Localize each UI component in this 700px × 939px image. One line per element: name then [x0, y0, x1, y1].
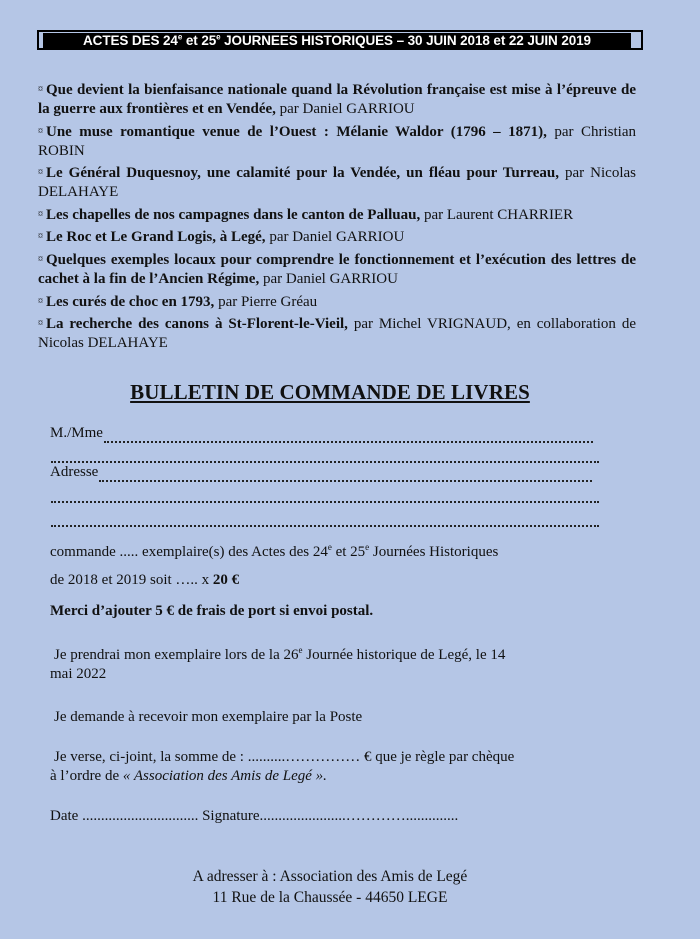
name-line-2[interactable]	[50, 444, 602, 463]
order-text: de 2018 et 2019 soit ….. x	[50, 572, 213, 588]
bullet-icon: ¤	[38, 231, 43, 243]
order-text: Journées Historiques	[369, 544, 499, 560]
article-title: Le Roc et Le Grand Logis, à Legé,	[46, 229, 266, 246]
order-price: 20 €	[212, 572, 240, 588]
article-title: Le Général Duquesnoy, une calamité pour la Vendée, un fléau pour Turreau,	[46, 165, 560, 182]
article-item	[38, 292, 636, 312]
article-author: par Michel VRIGNAUD, en collaboration de Nicolas DELAHAYE	[38, 316, 636, 352]
header-title-part: ACTES DES 24	[83, 33, 178, 48]
bullet-icon: ¤	[38, 167, 43, 179]
article-author: par Nicolas DELAHAYE	[38, 165, 636, 201]
article-title: Quelques exemples locaux pour comprendre le fonctionnement et l’exécution des lettres de cachet à la fin de l’Ancien Régime,	[38, 251, 636, 287]
dotted-line	[51, 447, 599, 463]
option-post[interactable]	[50, 707, 610, 727]
article-item	[38, 227, 636, 247]
article-title: Que devient la bienfaisance nationale quand la Révolution française est mise à l’épreuve de la guerre aux frontières et en Vendée,	[38, 82, 636, 117]
option-text: à l’ordre de	[50, 768, 123, 784]
address-label: Adresse	[50, 464, 99, 480]
option-text: Je demande à recevoir mon exemplaire par la Poste	[54, 709, 363, 725]
article-item	[38, 163, 636, 202]
dotted-line	[51, 487, 599, 503]
order-text: et 25	[331, 544, 366, 560]
article-title: Une muse romantique venue de l’Ouest : Mélanie Waldor (1796 – 1871),	[46, 123, 547, 140]
address-line-2[interactable]	[50, 484, 602, 503]
bullet-icon: ¤	[38, 295, 43, 307]
bullet-icon: ¤	[38, 84, 43, 95]
order-sup: e	[327, 542, 332, 552]
article-title: Les chapelles de nos campagnes dans le canton de Palluau,	[46, 206, 421, 223]
option-pickup[interactable]	[50, 645, 610, 684]
article-author: par Daniel GARRIOU	[265, 229, 405, 246]
bullet-icon: ¤	[38, 318, 43, 330]
option-sup: e	[298, 645, 303, 655]
name-field[interactable]	[50, 424, 602, 443]
bullet-icon: ¤	[38, 253, 43, 265]
name-label: M./Mme	[50, 425, 103, 441]
header-title-part: JOURNEES HISTORIQUES – 30 JUIN 2018 et 22 JUIN 2019	[220, 33, 591, 48]
article-title: La recherche des canons à St-Florent-le-Vieil,	[46, 316, 348, 333]
bullet-icon: ¤	[38, 208, 43, 220]
address-dots	[99, 466, 592, 482]
article-author: par Daniel GARRIOU	[259, 270, 398, 287]
form-title: BULLETIN DE COMMANDE DE LIVRES	[130, 380, 530, 404]
option-text: Je verse, ci-joint, la somme de : ..........…………… € que je règle par chèque	[54, 749, 515, 765]
header-sup: e	[177, 33, 183, 42]
article-title: Les curés de choc en 1793,	[46, 293, 215, 310]
option-text: Journée historique de Legé, le 14	[302, 647, 506, 663]
address-line-2: 11 Rue de la Chaussée - 44650 LEGE	[212, 889, 448, 906]
option-text: Je prendrai mon exemplaire lors de la 26	[54, 647, 299, 663]
article-item	[38, 80, 636, 119]
dotted-line	[51, 511, 599, 527]
bullet-icon: ¤	[38, 125, 43, 137]
article-item	[38, 122, 636, 161]
address-field[interactable]	[50, 463, 602, 482]
option-text: mai 2022	[50, 666, 107, 682]
article-author: par Christian ROBIN	[38, 123, 636, 159]
order-line-2	[50, 571, 610, 590]
association-name: « Association des Amis de Legé ».	[122, 768, 327, 784]
header-box	[37, 30, 643, 50]
header-title	[43, 33, 631, 49]
address-line-3[interactable]	[50, 508, 602, 527]
order-text: commande ..... exemplaire(s) des Actes des 24	[50, 544, 328, 560]
order-line-1	[50, 543, 610, 562]
date-signature-line[interactable]: Date ............................... Signature.......................…………..............	[50, 808, 459, 824]
shipping-note: Merci d’ajouter 5 € de frais de port si envoi postal.	[50, 603, 374, 619]
article-author: par Laurent CHARRIER	[420, 206, 574, 223]
article-list	[38, 80, 636, 356]
name-dots	[104, 427, 593, 443]
header-sup: e	[216, 33, 221, 42]
article-author: par Daniel GARRIOU	[275, 101, 415, 117]
article-item	[38, 250, 636, 289]
mailing-address	[0, 866, 660, 908]
option-payment[interactable]	[50, 747, 610, 786]
header-title-part: et 25	[182, 33, 217, 48]
article-item	[38, 314, 636, 353]
article-item	[38, 205, 636, 225]
order-sup: e	[365, 542, 370, 552]
address-line-1: A adresser à : Association des Amis de Legé	[192, 868, 468, 885]
article-author: par Pierre Gréau	[214, 293, 318, 310]
